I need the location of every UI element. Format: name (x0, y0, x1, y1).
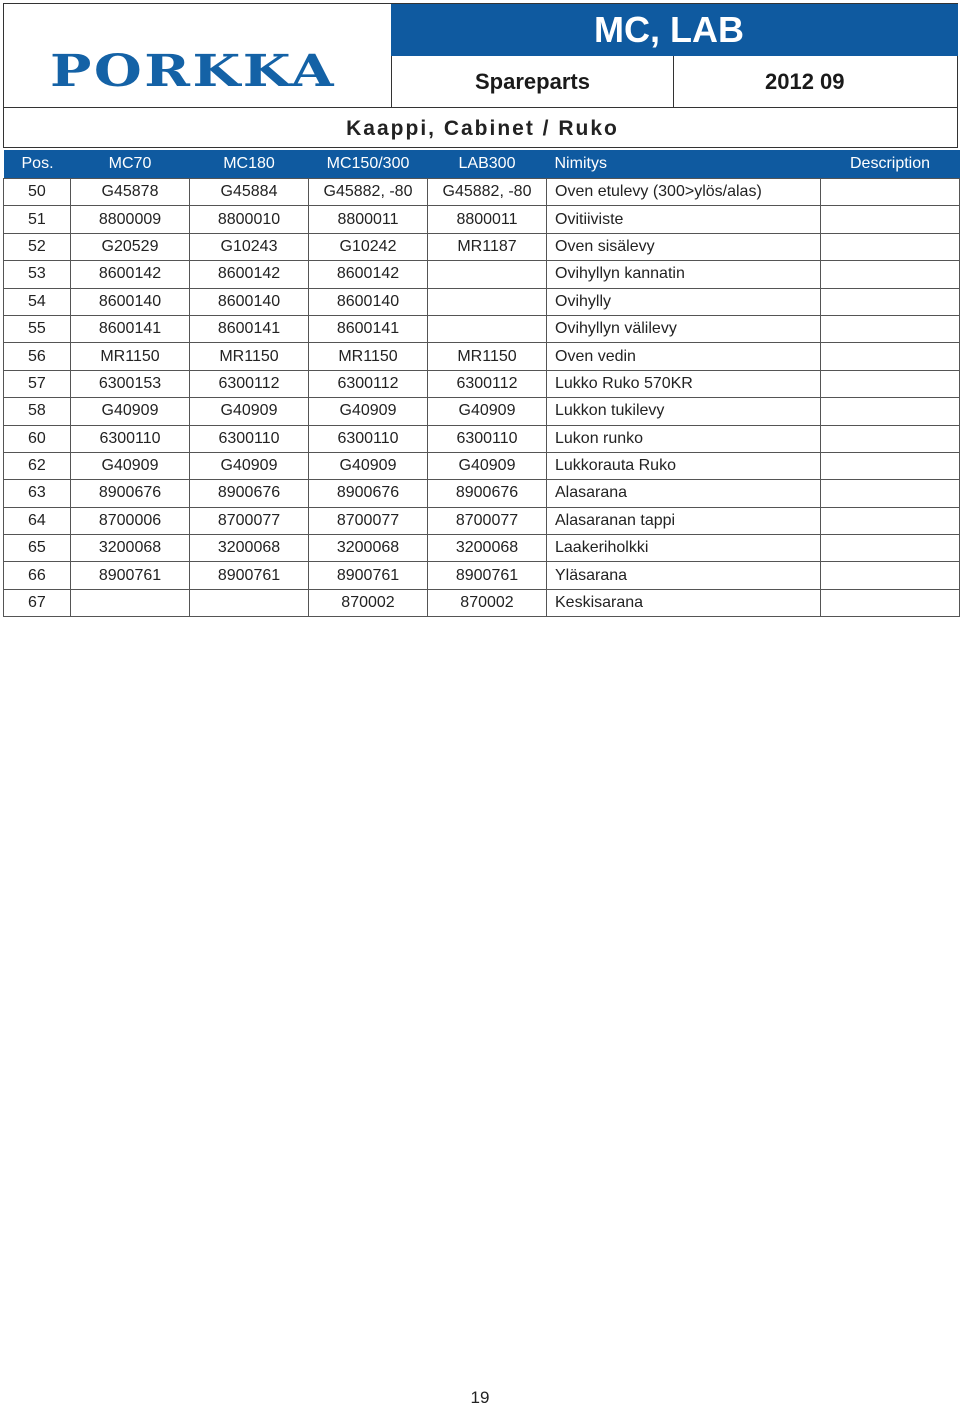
cell-description (821, 261, 960, 288)
cell-lab300: MR1187 (428, 233, 547, 260)
cell-mc70: 8600140 (71, 288, 190, 315)
cell-lab300: MR1150 (428, 343, 547, 370)
table-row (4, 398, 960, 425)
cell-description (821, 233, 960, 260)
porkka-logo: PORKKA (50, 46, 337, 97)
cell-pos: 64 (4, 507, 71, 534)
cell-pos: 60 (4, 425, 71, 452)
cell-nimitys: Oven vedin (547, 343, 821, 370)
cell-nimitys: Keskisarana (547, 589, 821, 616)
cell-lab300: 6300112 (428, 370, 547, 397)
header-description: Description (821, 150, 960, 179)
cell-mc180: 3200068 (190, 535, 309, 562)
spare-parts-table (3, 150, 960, 617)
cell-lab300: 8800011 (428, 206, 547, 233)
cell-description (821, 507, 960, 534)
cell-mc70: 8700006 (71, 507, 190, 534)
cell-mc150: 8900761 (309, 562, 428, 589)
cell-mc150: G40909 (309, 398, 428, 425)
date-box (674, 56, 958, 108)
cell-mc70: 8900676 (71, 480, 190, 507)
cell-mc70: MR1150 (71, 343, 190, 370)
cell-mc180 (190, 589, 309, 616)
cell-mc70: G20529 (71, 233, 190, 260)
spareparts-box (391, 56, 674, 108)
header-nimitys: Nimitys (547, 150, 821, 179)
cell-mc150: 8600141 (309, 315, 428, 342)
cell-nimitys: Lukkon tukilevy (547, 398, 821, 425)
cell-pos: 52 (4, 233, 71, 260)
cell-mc150: G40909 (309, 452, 428, 479)
cell-pos: 51 (4, 206, 71, 233)
cell-nimitys: Ovitiiviste (547, 206, 821, 233)
cell-pos: 53 (4, 261, 71, 288)
page-number: 19 (470, 1388, 490, 1407)
cell-pos: 55 (4, 315, 71, 342)
cell-pos: 67 (4, 589, 71, 616)
cell-pos: 54 (4, 288, 71, 315)
cell-nimitys: Ovihyllyn välilevy (547, 315, 821, 342)
edition-date: 2012 09 (765, 69, 845, 94)
cell-mc70: 8900761 (71, 562, 190, 589)
cell-mc70: G40909 (71, 452, 190, 479)
cell-mc180: G10243 (190, 233, 309, 260)
table-row (4, 179, 960, 206)
cell-pos: 56 (4, 343, 71, 370)
logo-box (4, 4, 392, 108)
cell-mc70: G45878 (71, 179, 190, 206)
cell-lab300 (428, 288, 547, 315)
table-row (4, 589, 960, 616)
cell-mc180: 8700077 (190, 507, 309, 534)
cell-mc70 (71, 589, 190, 616)
table-body (4, 179, 960, 617)
cell-mc70: 6300110 (71, 425, 190, 452)
cell-lab300: G40909 (428, 398, 547, 425)
header-lab300: LAB300 (428, 150, 547, 179)
table-header-row (4, 150, 960, 179)
cell-nimitys: Oven sisälevy (547, 233, 821, 260)
cell-lab300: 3200068 (428, 535, 547, 562)
cell-description (821, 452, 960, 479)
table-row (4, 480, 960, 507)
table-row (4, 535, 960, 562)
table-row (4, 288, 960, 315)
cell-nimitys: Ovihylly (547, 288, 821, 315)
cell-nimitys: Alasaranan tappi (547, 507, 821, 534)
cell-description (821, 398, 960, 425)
table-row (4, 206, 960, 233)
cell-lab300 (428, 261, 547, 288)
cell-mc150: G45882, -80 (309, 179, 428, 206)
table-row (4, 507, 960, 534)
cell-nimitys: Lukon runko (547, 425, 821, 452)
cell-description (821, 562, 960, 589)
cell-mc180: 6300110 (190, 425, 309, 452)
cell-mc180: 8900676 (190, 480, 309, 507)
cell-description (821, 425, 960, 452)
cell-pos: 62 (4, 452, 71, 479)
cell-description (821, 480, 960, 507)
cell-lab300: 8900676 (428, 480, 547, 507)
cell-mc70: 8800009 (71, 206, 190, 233)
cell-lab300: 6300110 (428, 425, 547, 452)
cell-mc180: G45884 (190, 179, 309, 206)
cell-lab300: G40909 (428, 452, 547, 479)
cell-mc150: 6300110 (309, 425, 428, 452)
cell-mc70: 3200068 (71, 535, 190, 562)
cell-mc150: 8800011 (309, 206, 428, 233)
cell-mc180: MR1150 (190, 343, 309, 370)
cell-nimitys: Yläsarana (547, 562, 821, 589)
section-title (4, 114, 957, 144)
table-row (4, 425, 960, 452)
cell-pos: 66 (4, 562, 71, 589)
cell-mc180: 8600141 (190, 315, 309, 342)
cell-mc150: 8700077 (309, 507, 428, 534)
cell-mc150: 8600142 (309, 261, 428, 288)
cell-mc150: MR1150 (309, 343, 428, 370)
cell-mc180: 8800010 (190, 206, 309, 233)
cell-description (821, 589, 960, 616)
cell-pos: 50 (4, 179, 71, 206)
cell-description (821, 535, 960, 562)
cell-mc150: 8900676 (309, 480, 428, 507)
cell-nimitys: Ovihyllyn kannatin (547, 261, 821, 288)
cell-description (821, 343, 960, 370)
cell-pos: 58 (4, 398, 71, 425)
table-row (4, 343, 960, 370)
cell-nimitys: Lukko Ruko 570KR (547, 370, 821, 397)
cell-nimitys: Lukkorauta Ruko (547, 452, 821, 479)
cell-description (821, 315, 960, 342)
cell-mc70: G40909 (71, 398, 190, 425)
table-row (4, 315, 960, 342)
cell-mc150: 8600140 (309, 288, 428, 315)
table-row (4, 370, 960, 397)
cell-mc70: 6300153 (71, 370, 190, 397)
cell-mc180: 8600140 (190, 288, 309, 315)
page-header (3, 3, 958, 148)
cell-mc150: 870002 (309, 589, 428, 616)
spareparts-label: Spareparts (475, 69, 590, 94)
product-title-bar (391, 4, 958, 56)
cell-mc70: 8600142 (71, 261, 190, 288)
cell-mc150: G10242 (309, 233, 428, 260)
cell-lab300: 8700077 (428, 507, 547, 534)
table-row (4, 261, 960, 288)
cell-nimitys: Alasarana (547, 480, 821, 507)
cell-lab300: G45882, -80 (428, 179, 547, 206)
cell-mc70: 8600141 (71, 315, 190, 342)
cell-lab300: 8900761 (428, 562, 547, 589)
cell-mc180: 6300112 (190, 370, 309, 397)
cell-lab300: 870002 (428, 589, 547, 616)
cell-description (821, 288, 960, 315)
cell-pos: 65 (4, 535, 71, 562)
cell-mc180: 8600142 (190, 261, 309, 288)
cell-mc180: G40909 (190, 398, 309, 425)
cell-pos: 57 (4, 370, 71, 397)
header-mc150: MC150/300 (309, 150, 428, 179)
product-title: MC, LAB (594, 9, 744, 50)
table-row (4, 233, 960, 260)
header-mc180: MC180 (190, 150, 309, 179)
table-row (4, 452, 960, 479)
cell-nimitys: Oven etulevy (300>ylös/alas) (547, 179, 821, 206)
cell-description (821, 179, 960, 206)
cell-description (821, 370, 960, 397)
cell-description (821, 206, 960, 233)
cell-pos: 63 (4, 480, 71, 507)
section-title-text: Kaappi, Cabinet / Ruko (346, 117, 619, 140)
cell-mc150: 3200068 (309, 535, 428, 562)
cell-lab300 (428, 315, 547, 342)
header-pos: Pos. (4, 150, 71, 179)
cell-mc150: 6300112 (309, 370, 428, 397)
cell-mc180: G40909 (190, 452, 309, 479)
cell-nimitys: Laakeriholkki (547, 535, 821, 562)
cell-mc180: 8900761 (190, 562, 309, 589)
header-mc70: MC70 (71, 150, 190, 179)
table-row (4, 562, 960, 589)
